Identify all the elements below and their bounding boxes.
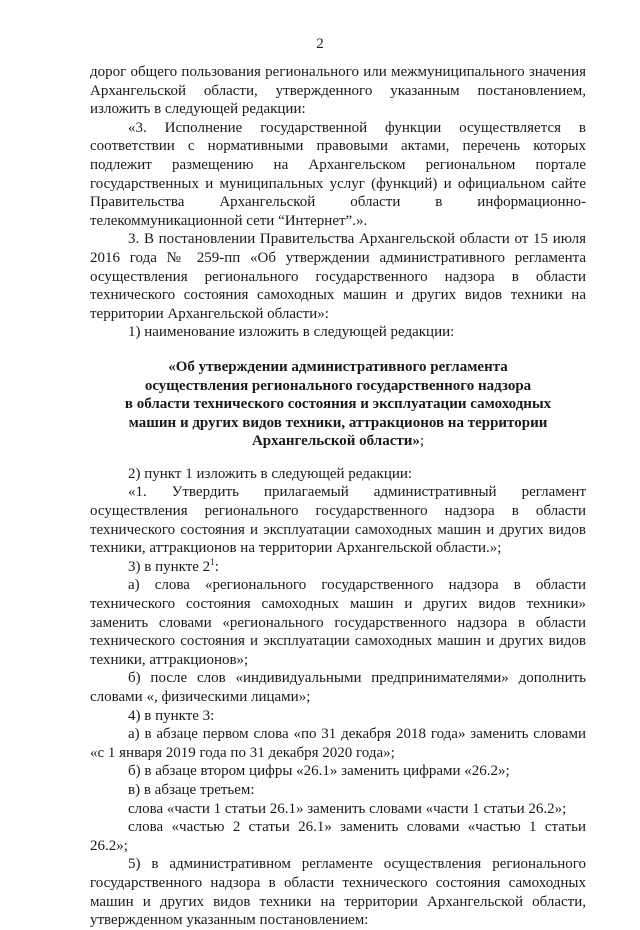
amended-title-line: осуществления регионального государственного надзора xyxy=(144,377,532,394)
amended-title-line: в области технического состояния и эксплуатации самоходных xyxy=(124,396,552,413)
paragraph: 3. В постановлении Правительства Архангельской области от 15 июля 2016 года № 259-пп «Об утверждении административного регламента осуществления регионального государственного надзора в области технического состояния самоходных машин и других видов техники на территории Архангельской области»: xyxy=(90,231,586,322)
paragraph: б) после слов «индивидуальными предпринимателями» дополнить словами «, физическими лицами»; xyxy=(90,670,586,705)
paragraph-text: 3) в пункте 2 xyxy=(128,558,211,575)
paragraph: а) слова «регионального государственного надзора в области технического состояния самоходных машин и других видов техники» заменить словами «регионального государственного надзора в области технического состояния и эксплуатации самоходных машин и других видов техники, аттракционов»; xyxy=(90,577,586,668)
paragraph: 2) пункт 1 изложить в следующей редакции: xyxy=(128,465,413,482)
paragraph: слова «частью 2 статьи 26.1» заменить словами «частью 1 статьи 26.2»; xyxy=(90,819,586,854)
paragraph: «3. Исполнение государственной функции осуществляется в соответствии с нормативными правовыми актами, перечень которых подлежит размещению на Архангельском региональном портале государственных и муниципальных услуг (функций) и официальном сайте Правительства Архангельской области в информационно-телекоммуникационной сети “Интернет”.». xyxy=(90,119,586,229)
paragraph: слова «части 1 статьи 26.1» заменить словами «части 1 статьи 26.2»; xyxy=(128,800,567,817)
amended-title-line xyxy=(90,432,586,451)
paragraph: б) в абзаце втором цифры «26.1» заменить цифрами «26.2»; xyxy=(128,763,510,780)
document-body xyxy=(90,63,586,930)
paragraph: 5) в административном регламенте осуществления регионального государственного надзора в области технического состояния самоходных машин и других видов техники на территории Архангельской области, утвержденном указанным постановлением: xyxy=(90,856,586,929)
amended-title-line: «Об утверждении административного регламента xyxy=(168,358,508,375)
paragraph: дорог общего пользования регионального или межмуниципального значения Архангельской области, утвержденного указанным постановлением, изложить в следующей редакции: xyxy=(90,64,586,118)
amended-title-line: машин и других видов техники, аттракционов на территории xyxy=(128,414,548,431)
paragraph-punct: : xyxy=(214,558,219,575)
amended-title-text: Архангельской области» xyxy=(251,433,420,450)
superscript: 1 xyxy=(210,556,215,567)
paragraph: а) в абзаце первом слова «по 31 декабря 2018 года» заменить словами «с 1 января 2019 года по 31 декабря 2020 года»; xyxy=(90,726,586,761)
paragraph: 1) наименование изложить в следующей редакции: xyxy=(128,324,455,341)
amended-title xyxy=(90,358,586,451)
page-number: 2 xyxy=(316,36,324,52)
amended-title-punct: ; xyxy=(419,433,425,450)
paragraph: 4) в пункте 3: xyxy=(128,707,215,724)
paragraph: «1. Утвердить прилагаемый административный регламент осуществления регионального государственного надзора в области технического состояния и эксплуатации самоходных машин и других видов техники, аттракционов на территории Архангельской области.»; xyxy=(90,484,586,557)
paragraph: в) в абзаце третьем: xyxy=(128,781,255,798)
paragraph xyxy=(90,558,586,577)
